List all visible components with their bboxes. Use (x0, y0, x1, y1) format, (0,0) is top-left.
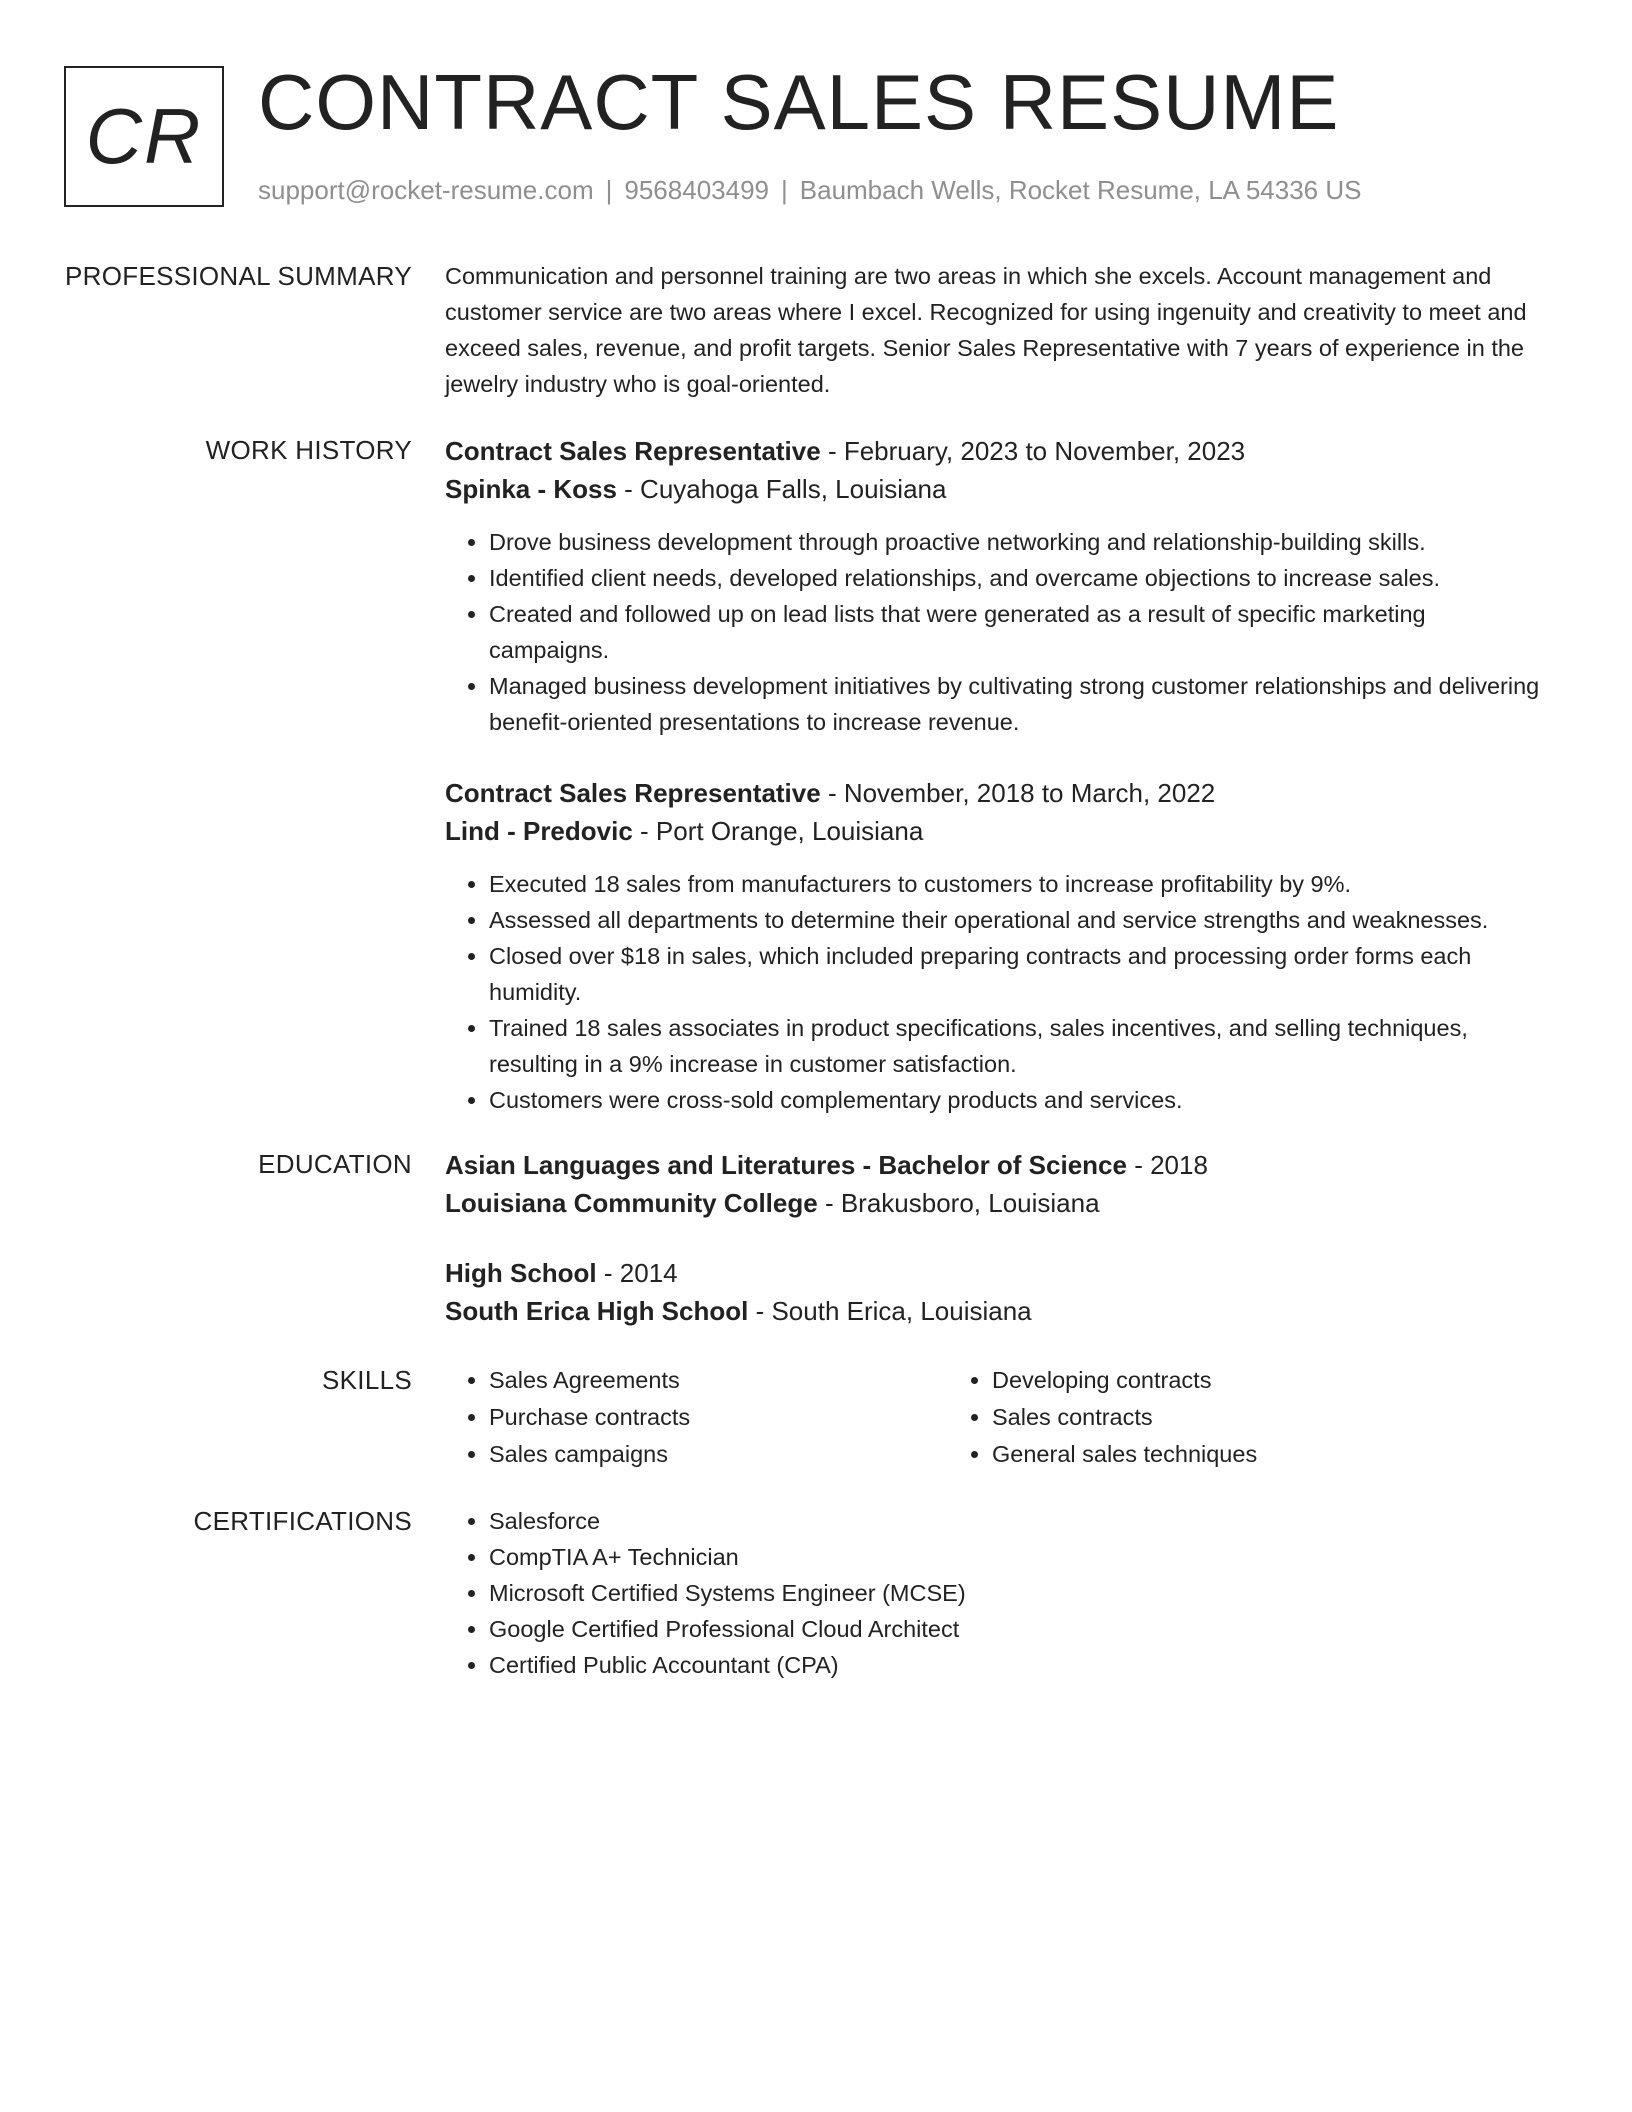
job-title: Contract Sales Representative (445, 778, 821, 808)
school-line (445, 1184, 1545, 1222)
job-dates: - February, 2023 to November, 2023 (820, 436, 1246, 466)
skill-item: • Sales Agreements (489, 1362, 948, 1399)
certification-item: • Salesforce (489, 1503, 1545, 1539)
contact-separator: | (781, 175, 788, 205)
job-location: - Port Orange, Louisiana (632, 816, 924, 846)
degree: High School (445, 1258, 597, 1288)
skills-content (445, 1362, 1545, 1473)
school: Louisiana Community College (445, 1188, 818, 1218)
job-company-line (445, 812, 1545, 850)
summary-content (445, 258, 1545, 402)
job-company-line (445, 470, 1545, 508)
contact-email[interactable]: support@rocket-resume.com (258, 175, 594, 205)
job-title-line (445, 774, 1545, 812)
job-bullet: • Created and followed up on lead lists that were generated as a result of specific marketing campaigns. (489, 596, 1545, 668)
degree: Asian Languages and Literatures - Bachelor of Science (445, 1150, 1127, 1180)
job-title: Contract Sales Representative (445, 436, 821, 466)
job-bullet: • Trained 18 sales associates in product specifications, sales incentives, and selling techniques, resulting in a 9% increase in customer satisfaction. (489, 1010, 1545, 1082)
degree-year: - 2014 (596, 1258, 678, 1288)
job-bullet: • Customers were cross-sold complementary products and services. (489, 1082, 1545, 1118)
certifications-content (445, 1503, 1545, 1683)
certification-item: • CompTIA A+ Technician (489, 1539, 1545, 1575)
job-bullet: • Executed 18 sales from manufacturers to customers to increase profitability by 9%. (489, 866, 1545, 902)
skill-item: • General sales techniques (992, 1436, 1451, 1473)
monogram-logo (64, 66, 224, 207)
work-history-content (445, 432, 1545, 1118)
job-location: - Cuyahoga Falls, Louisiana (616, 474, 947, 504)
skill-item: • Sales campaigns (489, 1436, 948, 1473)
job-bullets (445, 866, 1545, 1118)
contact-line (258, 173, 1361, 207)
section-label-certifications: CERTIFICATIONS (193, 1506, 412, 1536)
contact-separator: | (605, 175, 613, 205)
summary-text: Communication and personnel training are two areas in which she excels. Account management and customer service are two areas where I excel. Recognized for using ingenuity and creativity to meet and exceed sales, revenue, and profit targets. Senior Sales Representative with 7 years of experience in the jewelry industry who is goal-oriented. (445, 263, 1527, 397)
certification-item: • Google Certified Professional Cloud Architect (489, 1611, 1545, 1647)
certifications-list (445, 1503, 1545, 1683)
education-entry (445, 1146, 1545, 1222)
job-bullets (445, 524, 1545, 740)
certification-item: • Certified Public Accountant (CPA) (489, 1647, 1545, 1683)
job-bullet: • Identified client needs, developed relationships, and overcame objections to increase sales. (489, 560, 1545, 596)
job-bullet: • Assessed all departments to determine their operational and service strengths and weaknesses. (489, 902, 1545, 938)
skills-grid (445, 1362, 1545, 1473)
degree-line (445, 1254, 1545, 1292)
degree-line (445, 1146, 1545, 1184)
section-label-summary: PROFESSIONAL SUMMARY (65, 261, 412, 291)
school-line (445, 1292, 1545, 1330)
job-bullet: • Drove business development through proactive networking and relationship-building skills. (489, 524, 1545, 560)
school-location: - South Erica, Louisiana (748, 1296, 1032, 1326)
job-dates: - November, 2018 to March, 2022 (820, 778, 1216, 808)
resume-title: CONTRACT SALES RESUME (258, 58, 1340, 146)
job-bullet: • Managed business development initiatives by cultivating strong customer relationships and delivering benefit-oriented presentations to increase revenue. (489, 668, 1545, 740)
contact-address: Baumbach Wells, Rocket Resume, LA 54336 US (799, 175, 1362, 205)
skills-column-right (948, 1362, 1451, 1473)
skill-item: • Purchase contracts (489, 1399, 948, 1436)
job-company: Spinka - Koss (445, 474, 617, 504)
school-location: - Brakusboro, Louisiana (817, 1188, 1100, 1218)
section-label-education: EDUCATION (258, 1149, 412, 1179)
education-entry (445, 1254, 1545, 1330)
school: South Erica High School (445, 1296, 749, 1326)
section-label-work-history: WORK HISTORY (205, 435, 412, 465)
job-entry (445, 432, 1545, 740)
job-entry (445, 774, 1545, 1118)
skill-item: • Sales contracts (992, 1399, 1451, 1436)
education-content (445, 1146, 1545, 1330)
monogram-text: CR (85, 92, 203, 180)
job-title-line (445, 432, 1545, 470)
contact-phone[interactable]: 9568403499 (624, 175, 769, 205)
job-company: Lind - Predovic (445, 816, 633, 846)
skill-item: • Developing contracts (992, 1362, 1451, 1399)
certification-item: • Microsoft Certified Systems Engineer (MCSE) (489, 1575, 1545, 1611)
skills-column-left (445, 1362, 948, 1473)
section-label-skills: SKILLS (322, 1365, 412, 1395)
job-bullet: • Closed over $18 in sales, which included preparing contracts and processing order forms each humidity. (489, 938, 1545, 1010)
degree-year: - 2018 (1126, 1150, 1208, 1180)
